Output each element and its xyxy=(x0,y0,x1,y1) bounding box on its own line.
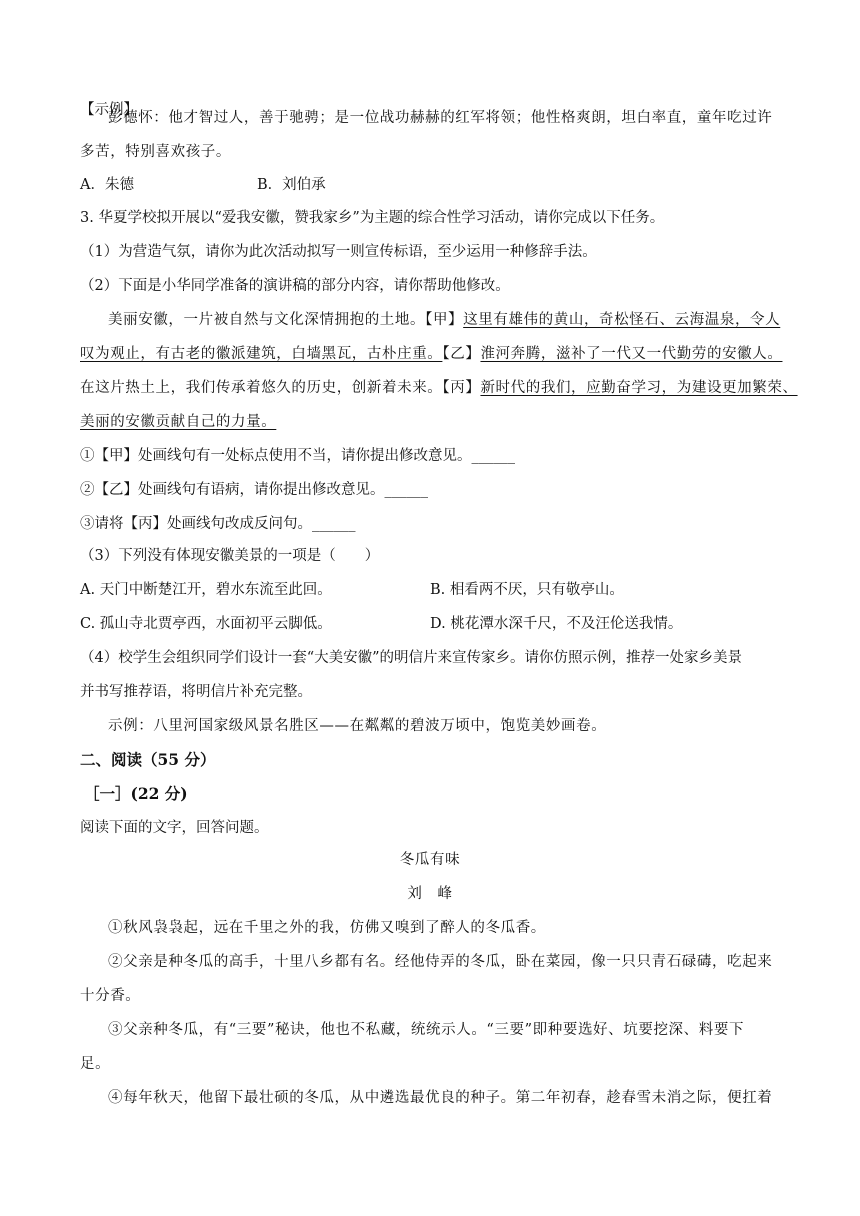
speech-yi-marker: 【乙】 xyxy=(442,346,481,362)
question-3-stem: 3. 华夏学校拟开展以“爱我安徽，赞我家乡”为主题的综合性学习活动，请你完成以下任务。 xyxy=(80,210,665,226)
speech-bing-underlined-cont: 美丽的安徽贡献自己的力量。 xyxy=(80,414,277,430)
speech-bing-underlined: 新时代的我们，应勤奋学习，为建设更加繁荣、 xyxy=(480,380,798,396)
article-author: 刘 峰 xyxy=(407,886,453,902)
option-b: B. 相看两不厌，只有敬亭山。 xyxy=(430,582,624,598)
article-paragraph-3-line1: ③父亲种冬瓜，有“三要”秘诀，他也不私藏，统统示人。“三要”即种要选好、坑要挖深、料要下 xyxy=(108,1022,745,1038)
article-paragraph-2-line1: ②父亲是种冬瓜的高手，十里八乡都有名。经他侍弄的冬瓜，卧在菜园，像一只只青石碌碡，吃起来 xyxy=(108,954,773,970)
example-text-line1: 彭德怀：他才智过人，善于驰骋；是一位战功赫赫的红军将领；他性格爽朗，坦白率直，童年吃过许 xyxy=(108,110,773,126)
speech-line1-plain: 美丽安徽，一片被自然与文化深情拥抱的土地。【甲】 xyxy=(108,312,464,328)
question-3-part1: （1）为营造气氛，请你为此次活动拟写一则宣传标语，至少运用一种修辞手法。 xyxy=(80,244,597,260)
example-text-line2: 多苦，特别喜欢孩子。 xyxy=(80,144,231,160)
example-option-b: B．刘伯承 xyxy=(257,177,326,193)
option-d: D. 桃花潭水深千尺，不及汪伦送我情。 xyxy=(430,616,683,632)
question-3-part3: （3）下列没有体现安徽美景的一项是（ ） xyxy=(80,548,380,564)
question-3-part4-line1: （4）校学生会组织同学们设计一套“大美安徽”的明信片来宣传家乡。请你仿照示例，推荐一处家乡美景 xyxy=(80,650,743,666)
section-2-subheading: ［一］(22 分) xyxy=(84,784,188,803)
speech-line3-plain: 在这片热土上，我们传承着悠久的历史，创新着未来。【丙】 xyxy=(80,380,481,396)
section-2-heading: 二、阅读（55 分） xyxy=(80,750,216,769)
article-paragraph-3-line2: 足。 xyxy=(80,1056,111,1072)
question-3-part4-line2: 并书写推荐语，将明信片补充完整。 xyxy=(80,684,312,700)
sub-question-3: ③请将【丙】处画线句改成反问句。______ xyxy=(80,516,356,532)
postcard-example: 示例：八里河国家级风景名胜区——在粼粼的碧波万顷中，饱览美妙画卷。 xyxy=(108,718,607,734)
article-paragraph-4-line1: ④每年秋天，他留下最壮硕的冬瓜，从中遴选最优良的种子。第二年初春，趁春雪未消之际，便扛着 xyxy=(108,1090,773,1106)
speech-jia-underlined-cont: 叹为观止，有古老的徽派建筑，白墙黑瓦，古朴庄重。 xyxy=(80,346,443,362)
example-option-a: A．朱德 xyxy=(80,177,134,193)
speech-line4 xyxy=(80,412,276,432)
speech-jia-underlined: 这里有雄伟的黄山，奇松怪石、云海温泉，令人 xyxy=(463,312,781,328)
speech-line1 xyxy=(108,310,780,330)
example-label: 【示例】 xyxy=(80,102,138,118)
speech-line2 xyxy=(80,344,782,364)
option-c: C. 孤山寺北贾亭西，水面初平云脚低。 xyxy=(80,616,332,632)
article-paragraph-1: ①秋风袅袅起，远在千里之外的我，仿佛又嗅到了醉人的冬瓜香。 xyxy=(108,920,546,936)
reading-instruction: 阅读下面的文字，回答问题。 xyxy=(80,820,269,836)
sub-question-2: ②【乙】处画线句有语病，请你提出修改意见。______ xyxy=(80,482,428,498)
article-title: 冬瓜有味 xyxy=(399,852,461,868)
sub-question-1: ①【甲】处画线句有一处标点使用不当，请你提出修改意见。______ xyxy=(80,448,515,464)
option-a: A. 天门中断楚江开，碧水东流至此回。 xyxy=(80,582,332,598)
speech-yi-underlined: 淮河奔腾，滋补了一代又一代勤劳的安徽人。 xyxy=(480,346,783,362)
article-paragraph-2-line2: 十分香。 xyxy=(80,988,141,1004)
speech-line3 xyxy=(80,378,798,398)
question-3-part2: （2）下面是小华同学准备的演讲稿的部分内容，请你帮助他修改。 xyxy=(80,278,510,294)
